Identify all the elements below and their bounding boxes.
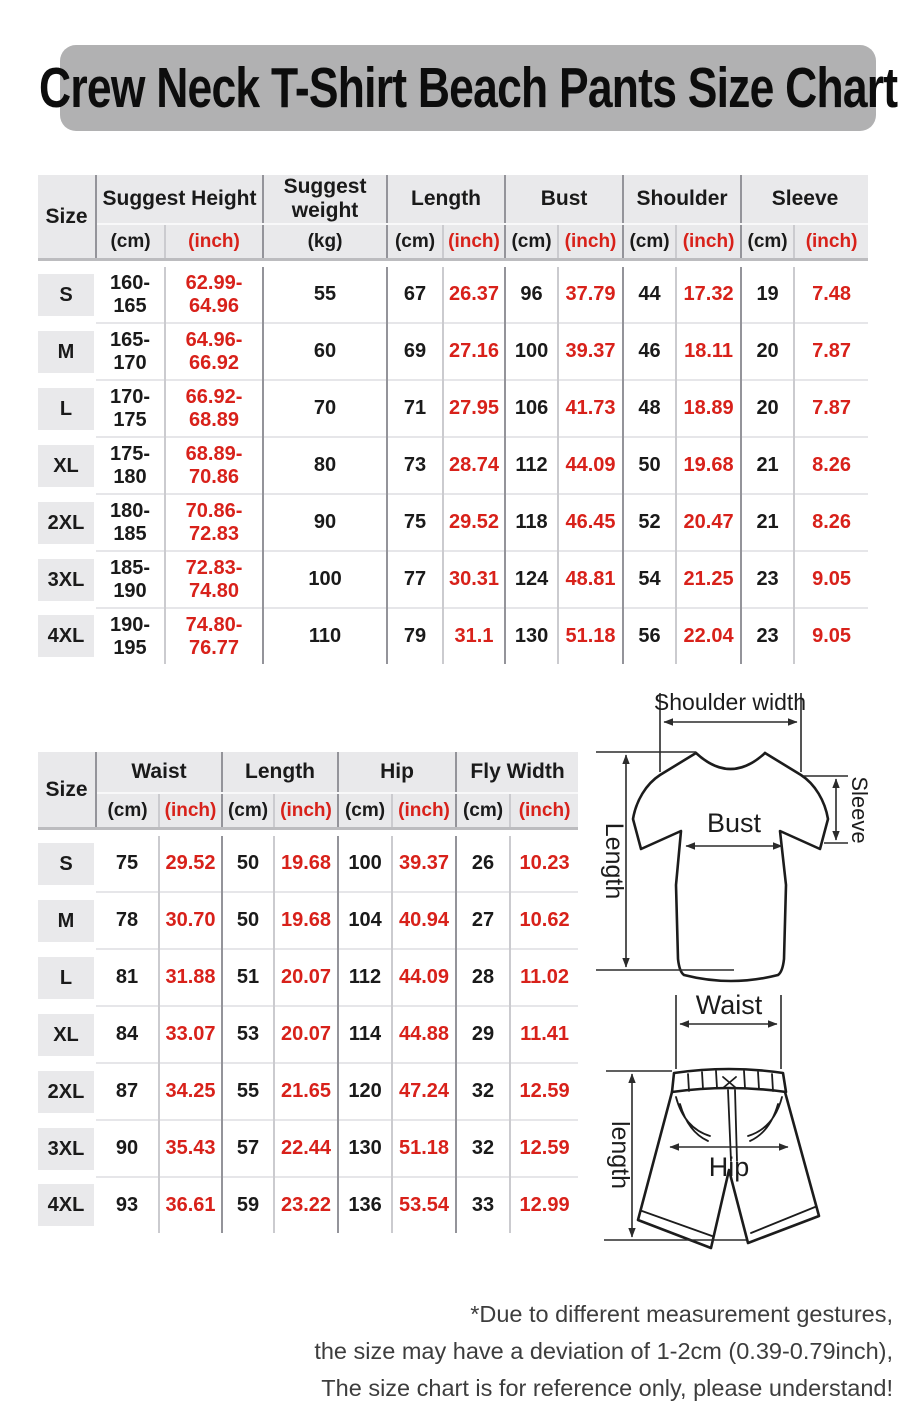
cell: 9.05 (794, 608, 868, 664)
cell: 44.09 (558, 437, 623, 494)
cell: 39.37 (392, 836, 456, 892)
cell: 53.54 (392, 1177, 456, 1233)
cell: 11.02 (510, 949, 578, 1006)
shirt-header-unit-row (38, 224, 868, 260)
title-banner (38, 45, 898, 131)
cell: 53 (222, 1006, 274, 1063)
unit-inch: (inch) (794, 224, 868, 260)
cell: 9.05 (794, 551, 868, 608)
cell: 28 (456, 949, 510, 1006)
cell: 7.87 (794, 323, 868, 380)
unit-inch: (inch) (558, 224, 623, 260)
cell: 8.26 (794, 437, 868, 494)
cell: 71 (387, 380, 443, 437)
cell: 120 (338, 1063, 392, 1120)
cell: 7.87 (794, 380, 868, 437)
cell: 18.89 (676, 380, 741, 437)
shirt-col-shoulder: Shoulder (623, 175, 741, 224)
table-row (38, 267, 868, 323)
cell: 51.18 (392, 1120, 456, 1177)
cell: 80 (263, 437, 387, 494)
cell: 55 (222, 1063, 274, 1120)
cell: 22.04 (676, 608, 741, 664)
cell: 33 (456, 1177, 510, 1233)
cell: 17.32 (676, 267, 741, 323)
unit-inch: (inch) (165, 224, 263, 260)
cell: 44.88 (392, 1006, 456, 1063)
cell: 7.48 (794, 267, 868, 323)
cell: 72.83-74.80 (165, 551, 263, 608)
cell: 124 (505, 551, 558, 608)
unit-cm: (cm) (505, 224, 558, 260)
cell: 12.59 (510, 1120, 578, 1177)
waist-label: Waist (695, 990, 763, 1020)
cell: 87 (96, 1063, 159, 1120)
shirt-col-length: Length (387, 175, 505, 224)
size-cell: 4XL (38, 1177, 96, 1233)
table-row (38, 494, 868, 551)
table-row (38, 323, 868, 380)
cell: 84 (96, 1006, 159, 1063)
disclaimer-line: the size may have a deviation of 1-2cm (0.39-0.79inch), (314, 1338, 893, 1364)
cell: 96 (505, 267, 558, 323)
cell: 23 (741, 551, 794, 608)
cell: 51.18 (558, 608, 623, 664)
cell: 32 (456, 1063, 510, 1120)
pants-header-group-row (38, 752, 578, 793)
shirt-header-group-row (38, 175, 868, 224)
size-cell: 2XL (38, 1063, 96, 1120)
cell: 70 (263, 380, 387, 437)
hip-label: Hip (708, 1152, 750, 1182)
measurement-diagrams (596, 680, 907, 1272)
cell: 75 (387, 494, 443, 551)
unit-cm: (cm) (456, 793, 510, 829)
sleeve-label: Sleeve (847, 776, 873, 844)
shoulder-width-label: Shoulder width (653, 689, 807, 715)
cell: 50 (623, 437, 676, 494)
size-cell: L (38, 949, 96, 1006)
cell: 21.25 (676, 551, 741, 608)
cell: 23 (741, 608, 794, 664)
cell: 70.86-72.83 (165, 494, 263, 551)
cell: 75 (115, 852, 139, 874)
size-cell: M (38, 323, 96, 380)
unit-cm: (cm) (387, 224, 443, 260)
shirt-col-suggest-height: Suggest Height (96, 175, 263, 224)
cell: 185-190 (96, 551, 165, 608)
cell: 29.52 (443, 494, 505, 551)
cell: 190-195 (96, 608, 165, 664)
pants-col-length: Length (222, 752, 338, 793)
size-cell: M (38, 892, 96, 949)
cell: 67 (387, 267, 443, 323)
cell: 26.37 (443, 267, 505, 323)
cell: 20 (741, 380, 794, 437)
drawstring (728, 1090, 737, 1161)
length-label: length (606, 1120, 635, 1190)
size-cell: 2XL (38, 494, 96, 551)
table-row (38, 380, 868, 437)
pants-header-unit-row (38, 793, 578, 829)
table-row (38, 1006, 578, 1063)
cell: 90 (96, 1120, 159, 1177)
cell: 29.52 (159, 836, 222, 892)
cell: 50 (222, 892, 274, 949)
cell: 118 (505, 494, 558, 551)
table-row (38, 551, 868, 608)
cell: 46 (623, 323, 676, 380)
cell: 33.07 (159, 1006, 222, 1063)
size-cell: 3XL (38, 551, 96, 608)
bust-label: Bust (707, 808, 762, 838)
cell: 69 (387, 323, 443, 380)
table-row (38, 836, 578, 892)
cell: 100 (338, 836, 392, 892)
length-label: Length (600, 822, 629, 900)
table-row (38, 892, 578, 949)
unit-cm: (cm) (222, 793, 274, 829)
cell: 31.88 (159, 949, 222, 1006)
cell: 20.07 (274, 1006, 338, 1063)
table-row (38, 437, 868, 494)
cell: 51 (222, 949, 274, 1006)
pants-size-table (38, 752, 578, 1233)
cell: 19.68 (274, 892, 338, 949)
unit-inch: (inch) (676, 224, 741, 260)
cell: 110 (263, 608, 387, 664)
size-cell: 3XL (38, 1120, 96, 1177)
cell: 79 (387, 608, 443, 664)
pants-col-fly-width: Fly Width (456, 752, 578, 793)
shirt-col-size: Size (38, 175, 96, 260)
cell: 21 (741, 494, 794, 551)
cell: 20.47 (676, 494, 741, 551)
cell: 10.23 (510, 836, 578, 892)
cell: 77 (387, 551, 443, 608)
cell: 10.62 (510, 892, 578, 949)
cell: 30.70 (159, 892, 222, 949)
pants-col-size: Size (38, 752, 96, 829)
cell: 34.25 (159, 1063, 222, 1120)
cell: 20 (741, 323, 794, 380)
cell: 66.92-68.89 (165, 380, 263, 437)
shirt-size-table (38, 175, 868, 664)
cell: 74.80-76.77 (165, 608, 263, 664)
cell: 8.26 (794, 494, 868, 551)
disclaimer-line: The size chart is for reference only, please understand! (321, 1375, 893, 1401)
cell: 19 (741, 267, 794, 323)
unit-inch: (inch) (443, 224, 505, 260)
cell: 81 (96, 949, 159, 1006)
pants-col-hip: Hip (338, 752, 456, 793)
unit-inch: (inch) (159, 793, 222, 829)
cell: 44 (623, 267, 676, 323)
unit-cm: (cm) (741, 224, 794, 260)
cell: 64.96-66.92 (165, 323, 263, 380)
unit-inch: (inch) (392, 793, 456, 829)
shirt-col-sleeve: Sleeve (741, 175, 868, 224)
cell: 30.31 (443, 551, 505, 608)
cell: 180-185 (96, 494, 165, 551)
cell: 37.79 (558, 267, 623, 323)
cell: 52 (623, 494, 676, 551)
cell: 165-170 (96, 323, 165, 380)
tshirt-measurement-diagram (596, 680, 907, 987)
cell: 93 (96, 1177, 159, 1233)
disclaimer-note (0, 1296, 907, 1407)
cell: 112 (338, 949, 392, 1006)
cell: 19.68 (676, 437, 741, 494)
cell: 12.59 (510, 1063, 578, 1120)
cell: 175-180 (96, 437, 165, 494)
table-row (38, 949, 578, 1006)
cell: 22.44 (274, 1120, 338, 1177)
table-row (38, 1177, 578, 1233)
cell: 27.16 (443, 323, 505, 380)
cell: 29 (456, 1006, 510, 1063)
unit-inch: (inch) (510, 793, 578, 829)
tshirt-collar (696, 753, 765, 769)
cell: 27 (456, 892, 510, 949)
cell: 21 (741, 437, 794, 494)
cell: 26 (456, 836, 510, 892)
cell: 160-165 (109, 271, 151, 317)
shorts-measurement-diagram (596, 987, 907, 1272)
cell: 11.41 (510, 1006, 578, 1063)
cell: 136 (338, 1177, 392, 1233)
cell: 54 (623, 551, 676, 608)
cell: 44.09 (392, 949, 456, 1006)
cell: 23.22 (274, 1177, 338, 1233)
unit-inch: (inch) (274, 793, 338, 829)
cell: 48.81 (558, 551, 623, 608)
size-cell: S (38, 267, 96, 323)
table-row (38, 1120, 578, 1177)
cell: 100 (505, 323, 558, 380)
page-title: Crew Neck T-Shirt Beach Pants Size Chart (38, 56, 898, 120)
cell: 39.37 (558, 323, 623, 380)
tshirt-outline (633, 753, 828, 981)
cell: 73 (387, 437, 443, 494)
size-cell: S (38, 836, 96, 892)
cell: 130 (338, 1120, 392, 1177)
size-cell: XL (38, 437, 96, 494)
header-gap (38, 260, 868, 268)
disclaimer-line: *Due to different measurement gestures, (470, 1301, 893, 1327)
cell: 106 (505, 380, 558, 437)
cell: 50 (222, 836, 274, 892)
shirt-col-suggest-weight: Suggest weight (263, 175, 387, 224)
cell: 68.89-70.86 (165, 437, 263, 494)
cell: 40.94 (392, 892, 456, 949)
cell: 170-175 (96, 380, 165, 437)
size-cell: XL (38, 1006, 96, 1063)
cell: 55 (263, 267, 387, 323)
unit-kg: (kg) (263, 224, 387, 260)
cell: 48 (623, 380, 676, 437)
cell: 19.68 (274, 836, 338, 892)
cell: 36.61 (159, 1177, 222, 1233)
cell: 31.1 (443, 608, 505, 664)
unit-cm: (cm) (623, 224, 676, 260)
lower-section (38, 680, 907, 1272)
pants-col-waist: Waist (96, 752, 222, 793)
cell: 114 (338, 1006, 392, 1063)
unit-cm: (cm) (96, 793, 159, 829)
cell: 62.99-64.96 (165, 267, 263, 323)
cell: 27.95 (443, 380, 505, 437)
table-row (38, 1063, 578, 1120)
cell: 28.74 (443, 437, 505, 494)
cell: 100 (263, 551, 387, 608)
cell: 56 (623, 608, 676, 664)
cell: 78 (96, 892, 159, 949)
cell: 20.07 (274, 949, 338, 1006)
cell: 47.24 (392, 1063, 456, 1120)
cell: 18.11 (676, 323, 741, 380)
cell: 41.73 (558, 380, 623, 437)
fly-x-mark (723, 1077, 736, 1088)
size-cell: 4XL (38, 608, 96, 664)
size-cell: L (38, 380, 96, 437)
cell: 104 (338, 892, 392, 949)
cell: 90 (263, 494, 387, 551)
cell: 21.65 (274, 1063, 338, 1120)
cell: 112 (505, 437, 558, 494)
unit-cm: (cm) (96, 224, 165, 260)
cell: 57 (222, 1120, 274, 1177)
header-gap (38, 829, 578, 837)
cell: 35.43 (159, 1120, 222, 1177)
shirt-col-bust: Bust (505, 175, 623, 224)
cell: 130 (505, 608, 558, 664)
cell: 60 (263, 323, 387, 380)
cell: 59 (222, 1177, 274, 1233)
cell: 46.45 (558, 494, 623, 551)
unit-cm: (cm) (338, 793, 392, 829)
cell: 32 (456, 1120, 510, 1177)
table-row (38, 608, 868, 664)
cell: 12.99 (510, 1177, 578, 1233)
